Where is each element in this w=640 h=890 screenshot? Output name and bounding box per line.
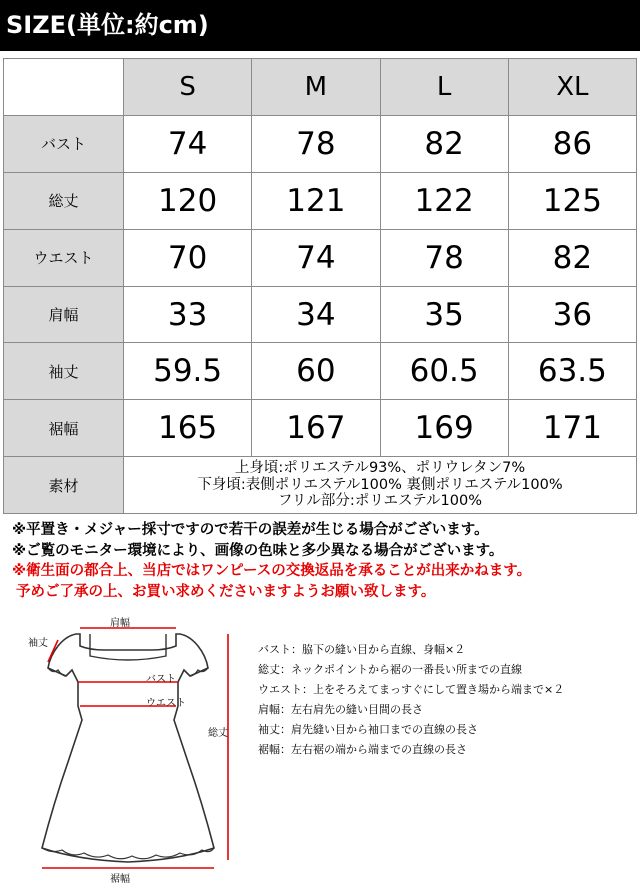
row-label-bust: バスト [4,115,124,172]
page-title: SIZE(単位:約cm) [6,11,209,39]
note-measurement: ※平置き・メジャー採寸ですので若干の誤差が生じる場合がございます。 [12,522,489,538]
table-cell: 167 [252,400,380,457]
table-header-row [4,59,637,116]
note-no-returns: ※衛生面の都合上、当店ではワンピースの交換返品を承ることが出来かねます。 [12,563,532,579]
table-row [4,286,637,343]
note-monitor: ※ご覧のモニター環境により、画像の色味と多少異なる場合がございます。 [12,542,504,559]
table-cell: 169 [380,400,508,457]
legend-hem: 裾幅：左右裾の端から端までの直線の長さ [258,743,467,756]
size-table [3,58,637,514]
table-cell: 86 [508,115,636,172]
table-cell: 78 [380,229,508,286]
dress-outline [42,634,214,862]
table-cell: 121 [252,172,380,229]
table-cell: 33 [124,286,252,343]
diagram-label-bust: バスト [146,674,176,685]
table-cell: 78 [252,115,380,172]
measurement-diagram [18,612,243,885]
table-row-material [4,457,637,514]
table-row [4,400,637,457]
material-line: 下身頃:表側ポリエステル100% 裏側ポリエステル100% [197,476,563,493]
table-cell: 70 [124,229,252,286]
row-label-shoulder: 肩幅 [4,286,124,343]
diagram-label-shoulder: 肩幅 [110,618,130,629]
table-cell: 60 [252,343,380,400]
table-cell: 74 [252,229,380,286]
table-cell: 122 [380,172,508,229]
table-cell: 74 [124,115,252,172]
table-cell: 82 [380,115,508,172]
legend-shoulder: 肩幅：左右肩先の縫い目間の長さ [258,703,423,716]
row-label-length: 総丈 [4,172,124,229]
column-header-s: S [124,59,252,116]
table-cell: 35 [380,286,508,343]
table-cell: 120 [124,172,252,229]
diagram-label-hem: 裾幅 [110,874,130,885]
dress-illustration [18,612,243,882]
table-cell: 36 [508,286,636,343]
header-bar [0,0,640,51]
column-header-l: L [380,59,508,116]
table-cell: 165 [124,400,252,457]
diagram-label-length: 総丈 [208,728,228,739]
column-header-xl: XL [508,59,636,116]
legend-sleeve: 袖丈：肩先縫い目から袖口までの直線の長さ [258,723,478,736]
diagram-label-waist: ウエスト [146,698,186,709]
column-header-m: M [252,59,380,116]
table-row [4,229,637,286]
table-cell: 125 [508,172,636,229]
material-cell [124,457,637,514]
table-cell: 34 [252,286,380,343]
row-label-sleeve: 袖丈 [4,343,124,400]
table-cell: 82 [508,229,636,286]
table-corner-cell [4,59,124,116]
row-label-waist: ウエスト [4,229,124,286]
notes [12,520,632,602]
diagram-label-sleeve: 袖丈 [28,638,48,649]
row-label-hem: 裾幅 [4,400,124,457]
table-cell: 63.5 [508,343,636,400]
table-cell: 171 [508,400,636,457]
table-row [4,343,637,400]
table-row [4,115,637,172]
table-cell: 60.5 [380,343,508,400]
material-line: 上身頃:ポリエステル93%、ポリウレタン7% [234,460,526,477]
table-row [4,172,637,229]
legend-waist: ウエスト：上をそろえてまっすぐにして置き場から端まで×２ [258,683,565,696]
table-cell: 59.5 [124,343,252,400]
legend-bust: バスト：脇下の縫い目から直線、身幅×２ [258,643,466,656]
note-acknowledge: 予めご了承の上、お買い求めくださいますようお願い致します。 [16,583,436,600]
legend-length: 総丈：ネックポイントから裾の一番長い所までの直線 [258,663,522,676]
material-line: フリル部分:ポリエステル100% [278,493,482,510]
measurement-legend [258,640,638,760]
row-label-material: 素材 [4,457,124,514]
